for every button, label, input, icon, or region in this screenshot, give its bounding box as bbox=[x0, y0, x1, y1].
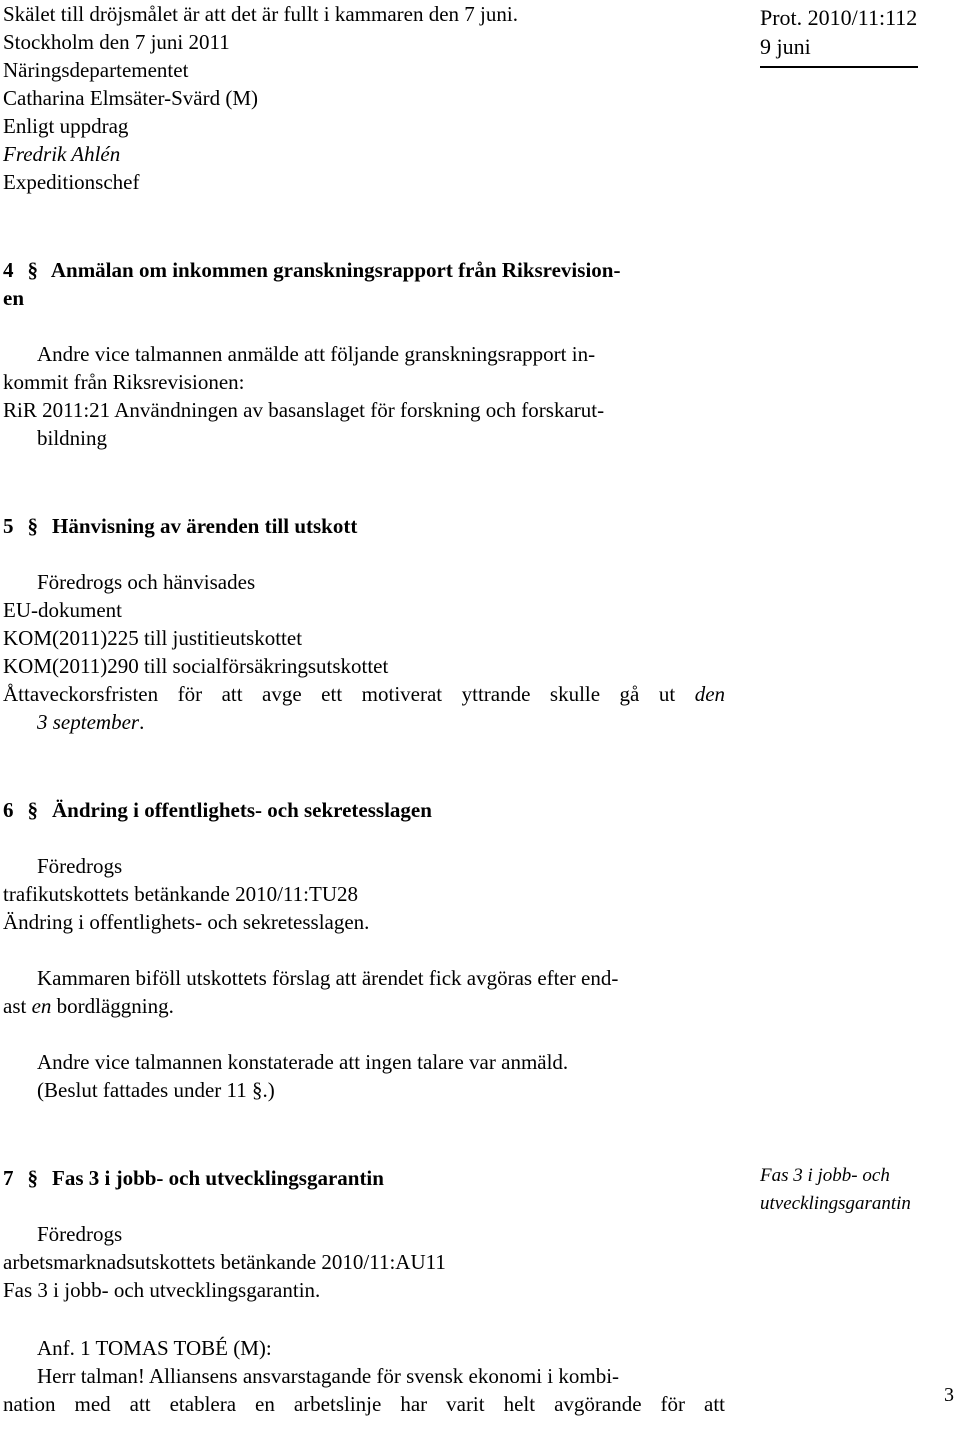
section-4-heading bbox=[3, 256, 620, 284]
section-6-para-2-end: bordläggning. bbox=[56, 994, 174, 1018]
section-7-number: 7 bbox=[3, 1166, 14, 1190]
section-4-number: 4 bbox=[3, 258, 14, 282]
speech-line-2: nation med att etablera en arbetslinje har varit helt avgörande för att bbox=[3, 1392, 725, 1416]
section-7-heading bbox=[3, 1164, 384, 1192]
section-sign: § bbox=[27, 798, 38, 822]
section-5-line-1: EU-dokument bbox=[3, 598, 122, 622]
speech-line-1: Herr talman! Alliansens ansvarstagande för svensk ekonomi i kombi- bbox=[37, 1364, 620, 1388]
section-7-line-2: Fas 3 i jobb- och utvecklingsgarantin. bbox=[3, 1278, 321, 1302]
section-5-para-1: Föredrogs och hänvisades bbox=[37, 570, 256, 594]
section-6-para-2-word: ast bbox=[3, 994, 27, 1018]
section-sign: § bbox=[27, 1166, 38, 1190]
section-6-line-1: trafikutskottets betänkande 2010/11:TU28 bbox=[3, 882, 358, 906]
protocol-date: 9 juni bbox=[760, 34, 811, 59]
header-signatory: Fredrik Ahlén bbox=[3, 142, 121, 166]
section-6-para-1: Föredrogs bbox=[37, 854, 123, 878]
section-5-line-4 bbox=[3, 680, 725, 708]
section-5-number: 5 bbox=[3, 514, 14, 538]
margin-note-2: utvecklingsgarantin bbox=[760, 1193, 911, 1214]
section-4-title-cont: en bbox=[3, 286, 24, 310]
section-5-line-2: KOM(2011)225 till justitieutskottet bbox=[3, 626, 303, 650]
section-5-period: . bbox=[139, 710, 145, 734]
section-6-para-2-italic: en bbox=[31, 994, 52, 1018]
section-7-line-1: arbetsmarknadsutskottets betänkande 2010/11:AU11 bbox=[3, 1250, 446, 1274]
page-number: 3 bbox=[944, 1384, 954, 1406]
section-5-line-4-italic: den bbox=[694, 682, 726, 706]
section-6-number: 6 bbox=[3, 798, 14, 822]
section-5-line-5 bbox=[37, 708, 144, 736]
section-6-line-2: Ändring i offentlighets- och sekretesslagen. bbox=[3, 910, 370, 934]
speaker-label: Anf. 1 TOMAS TOBÉ (M): bbox=[37, 1336, 272, 1360]
section-6-para-3: Andre vice talmannen konstaterade att ingen talare var anmäld. bbox=[37, 1050, 569, 1074]
section-4-report: RiR 2011:21 Användningen av basanslaget för forskning och forskarut- bbox=[3, 398, 605, 422]
section-4-para-1-cont: kommit från Riksrevisionen: bbox=[3, 370, 245, 394]
section-7-title: Fas 3 i jobb- och utvecklingsgarantin bbox=[52, 1166, 384, 1190]
section-4-report-cont: bildning bbox=[37, 426, 108, 450]
section-6-title: Ändring i offentlighets- och sekretesslagen bbox=[52, 798, 432, 822]
section-5-line-3: KOM(2011)290 till socialförsäkringsutskottet bbox=[3, 654, 389, 678]
header-department: Näringsdepartementet bbox=[3, 58, 189, 82]
section-7-para-1: Föredrogs bbox=[37, 1222, 123, 1246]
section-sign: § bbox=[27, 258, 38, 282]
section-6-para-4: (Beslut fattades under 11 §.) bbox=[37, 1078, 275, 1102]
section-6-heading bbox=[3, 796, 432, 824]
header-by-order: Enligt uppdrag bbox=[3, 114, 129, 138]
section-5-date: 3 september bbox=[37, 710, 140, 734]
header-minister: Catharina Elmsäter-Svärd (M) bbox=[3, 86, 258, 110]
header-place-date: Stockholm den 7 juni 2011 bbox=[3, 30, 230, 54]
section-4-title: Anmälan om inkommen granskningsrapport från Riksrevision- bbox=[50, 258, 621, 282]
section-6-para-2-cont bbox=[3, 992, 174, 1020]
section-4-para-1: Andre vice talmannen anmälde att följande granskningsrapport in- bbox=[37, 342, 596, 366]
margin-note-1: Fas 3 i jobb- och bbox=[760, 1165, 890, 1186]
header-signatory-title: Expeditionschef bbox=[3, 170, 140, 194]
protocol-number: Prot. 2010/11:112 bbox=[760, 5, 918, 30]
section-5-line-4-text: Åttaveckorsfristen för att avge ett motiverat yttrande skulle gå ut bbox=[3, 682, 676, 706]
section-6-para-2: Kammaren biföll utskottets förslag att ärendet fick avgöras efter end- bbox=[37, 966, 619, 990]
section-5-heading bbox=[3, 512, 357, 540]
section-sign: § bbox=[27, 514, 38, 538]
header-note: Skälet till dröjsmålet är att det är fullt i kammaren den 7 juni. bbox=[3, 2, 518, 26]
header-rule bbox=[760, 66, 918, 68]
section-5-title: Hänvisning av ärenden till utskott bbox=[52, 514, 358, 538]
